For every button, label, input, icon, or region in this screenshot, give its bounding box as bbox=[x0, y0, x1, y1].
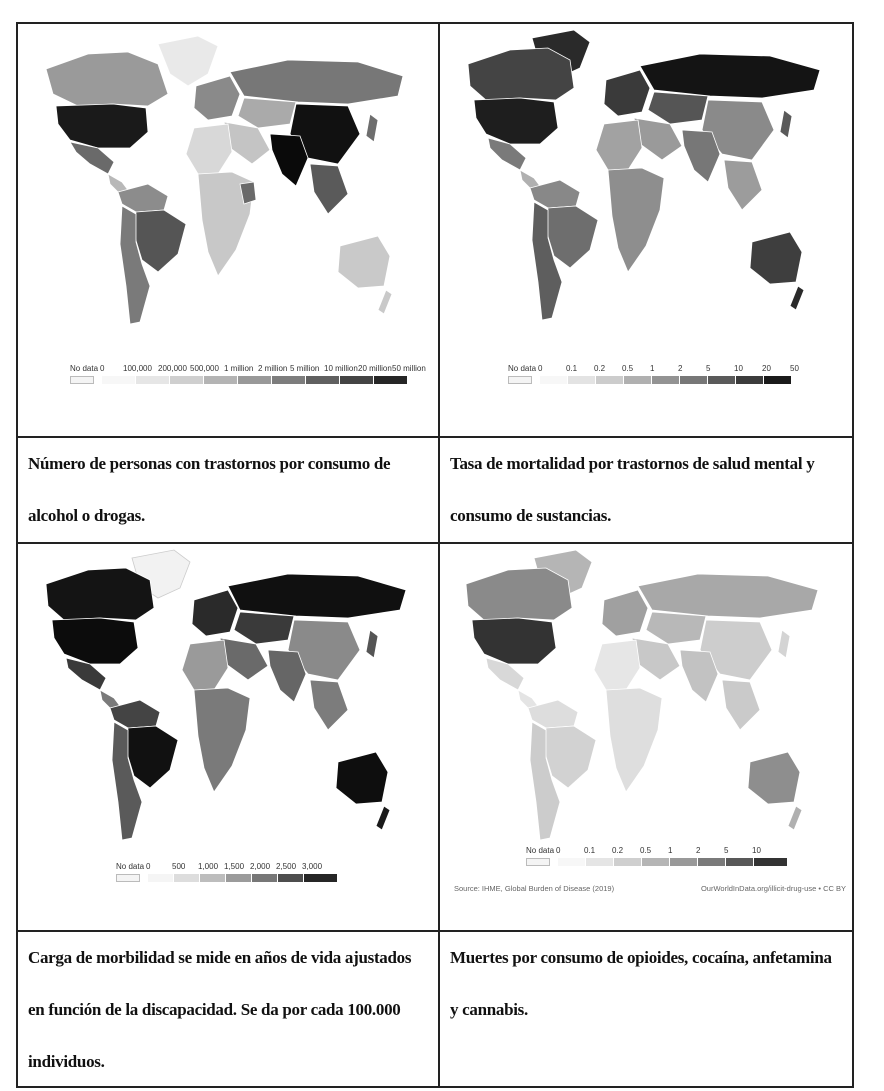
legend-swatch bbox=[652, 376, 680, 384]
legend-swatch bbox=[754, 858, 788, 866]
caption-map-4: Muertes por consumo de opioides, cocaína, anfetamina y cannabis. bbox=[450, 948, 832, 1019]
legend-tick: 200,000 bbox=[158, 364, 187, 373]
legend-swatch bbox=[670, 858, 698, 866]
legend-tick: 10 bbox=[752, 846, 761, 855]
canada bbox=[46, 568, 154, 620]
europe bbox=[194, 76, 240, 120]
central-asia bbox=[646, 612, 706, 644]
australia bbox=[748, 752, 800, 804]
legend-tick: 5 million bbox=[290, 364, 320, 373]
legend-tick: 10 bbox=[734, 364, 743, 373]
figure-table bbox=[16, 22, 854, 1088]
legend-tick: 50 million bbox=[392, 364, 426, 373]
legend-tick: 500,000 bbox=[190, 364, 219, 373]
world-map bbox=[18, 24, 438, 354]
legend-swatch bbox=[226, 874, 252, 882]
legend-tick: 50 bbox=[790, 364, 799, 373]
legend-swatch bbox=[148, 874, 174, 882]
legend-tick: 3,000 bbox=[302, 862, 323, 871]
legend-tick: 1 bbox=[668, 846, 673, 855]
legend-swatch bbox=[568, 376, 596, 384]
legend-tick: 0.1 bbox=[584, 846, 596, 855]
legend-swatch bbox=[680, 376, 708, 384]
legend bbox=[116, 862, 366, 884]
legend-tick: 500 bbox=[172, 862, 186, 871]
legend-tick: 0.2 bbox=[594, 364, 606, 373]
caption-map-1: Número de personas con trastornos por consumo de alcohol o drogas. bbox=[28, 454, 391, 525]
sub-saharan-africa bbox=[194, 688, 250, 792]
caption-map-3: Carga de morbilidad se mide en años de vida ajustados en función de la discapacidad. Se da por cada 100.000 individuos. bbox=[28, 948, 412, 1071]
caption-map-2: Tasa de mortalidad por trastornos de salud mental y consumo de sustancias. bbox=[450, 454, 815, 525]
russia bbox=[640, 54, 820, 98]
legend-tick: 0.5 bbox=[640, 846, 652, 855]
sub-saharan-africa bbox=[608, 168, 664, 272]
legend-tick: 1 bbox=[650, 364, 655, 373]
credit-note: OurWorldInData.org/illicit-drug-use • CC BY bbox=[700, 884, 846, 893]
legend-swatch bbox=[272, 376, 306, 384]
japan bbox=[778, 630, 790, 658]
russia bbox=[638, 574, 818, 618]
legend-tick: 2 bbox=[696, 846, 701, 855]
southeast-asia bbox=[310, 680, 348, 730]
legend-swatch bbox=[614, 858, 642, 866]
australia bbox=[336, 752, 388, 804]
map-alcohol-drug-disorders bbox=[18, 24, 438, 436]
legend-tick: 0 bbox=[556, 846, 561, 855]
legend-swatch bbox=[708, 376, 736, 384]
legend-tick: 100,000 bbox=[123, 364, 152, 373]
central-america bbox=[520, 170, 540, 188]
legend-no-data-label: No data bbox=[526, 846, 555, 855]
central-asia bbox=[648, 92, 708, 124]
legend-tick: 5 bbox=[724, 846, 729, 855]
legend-swatch bbox=[624, 376, 652, 384]
russia bbox=[230, 60, 403, 104]
map-disease-burden-dalys bbox=[18, 544, 438, 930]
legend-swatch bbox=[278, 874, 304, 882]
legend-tick: 2 bbox=[678, 364, 683, 373]
legend-swatch bbox=[170, 376, 204, 384]
usa bbox=[474, 98, 558, 144]
legend-no-data-label: No data bbox=[70, 364, 99, 373]
legend-swatch bbox=[200, 874, 226, 882]
legend-no-data-label: No data bbox=[508, 364, 537, 373]
legend-swatch bbox=[204, 376, 238, 384]
usa bbox=[56, 104, 148, 148]
legend-no-data-swatch bbox=[116, 874, 140, 882]
central-america bbox=[100, 690, 120, 708]
australia bbox=[338, 236, 390, 288]
southeast-asia bbox=[310, 164, 348, 214]
legend-tick: 0 bbox=[538, 364, 543, 373]
legend-swatch bbox=[540, 376, 568, 384]
legend-swatch bbox=[642, 858, 670, 866]
india bbox=[682, 130, 720, 182]
india bbox=[268, 650, 306, 702]
legend-swatch bbox=[238, 376, 272, 384]
legend-swatch bbox=[596, 376, 624, 384]
middle-east bbox=[634, 118, 682, 160]
legend-tick: 1,500 bbox=[224, 862, 245, 871]
legend-tick: 20 bbox=[762, 364, 771, 373]
legend-swatch bbox=[726, 858, 754, 866]
legend-tick: 10 million bbox=[324, 364, 358, 373]
southeast-asia bbox=[724, 160, 762, 210]
india bbox=[680, 650, 718, 702]
legend bbox=[508, 364, 808, 386]
india bbox=[270, 134, 308, 186]
legend-tick: 0.5 bbox=[622, 364, 634, 373]
japan bbox=[366, 630, 378, 658]
japan bbox=[366, 114, 378, 142]
map-drug-use-deaths bbox=[440, 544, 852, 930]
legend-swatch bbox=[698, 858, 726, 866]
europe bbox=[192, 590, 238, 636]
legend-swatch bbox=[586, 858, 614, 866]
sub-saharan-africa bbox=[606, 688, 662, 792]
source-note: Source: IHME, Global Burden of Disease (2019) bbox=[454, 884, 615, 893]
legend-tick: 2,500 bbox=[276, 862, 297, 871]
legend-swatch bbox=[736, 376, 764, 384]
legend-swatch bbox=[340, 376, 374, 384]
legend-tick: 20 million bbox=[358, 364, 392, 373]
legend-no-data-swatch bbox=[508, 376, 532, 384]
central-asia bbox=[238, 98, 296, 128]
legend-tick: 0.1 bbox=[566, 364, 578, 373]
world-map bbox=[440, 544, 852, 844]
new-zealand bbox=[378, 290, 392, 314]
legend bbox=[526, 846, 786, 868]
legend-swatch bbox=[252, 874, 278, 882]
legend-swatch bbox=[102, 376, 136, 384]
central-america bbox=[108, 174, 128, 192]
legend-no-data-swatch bbox=[70, 376, 94, 384]
legend-tick: 5 bbox=[706, 364, 711, 373]
north-africa bbox=[186, 124, 232, 174]
central-asia bbox=[234, 612, 294, 644]
usa bbox=[52, 618, 138, 664]
world-map bbox=[18, 544, 438, 854]
legend-tick: 0.2 bbox=[612, 846, 624, 855]
middle-east bbox=[220, 638, 268, 680]
legend-tick: 1,000 bbox=[198, 862, 219, 871]
legend-swatch bbox=[306, 376, 340, 384]
legend-tick: 0 bbox=[100, 364, 105, 373]
canada bbox=[466, 568, 572, 620]
legend-swatch bbox=[174, 874, 200, 882]
north-africa bbox=[594, 640, 640, 690]
legend-swatch bbox=[136, 376, 170, 384]
greenland bbox=[158, 36, 218, 86]
world-map bbox=[440, 24, 852, 354]
legend-swatch bbox=[304, 874, 338, 882]
legend-tick: 2 million bbox=[258, 364, 288, 373]
legend-tick: 1 million bbox=[224, 364, 254, 373]
map-mental-health-mortality bbox=[440, 24, 852, 436]
central-america bbox=[518, 690, 538, 708]
europe bbox=[604, 70, 650, 116]
north-africa bbox=[596, 120, 642, 170]
middle-east bbox=[632, 638, 680, 680]
canada bbox=[468, 48, 574, 100]
southeast-asia bbox=[722, 680, 760, 730]
new-zealand bbox=[790, 286, 804, 310]
north-africa bbox=[182, 640, 228, 690]
australia bbox=[750, 232, 802, 284]
japan bbox=[780, 110, 792, 138]
legend bbox=[70, 364, 426, 386]
legend-no-data-label: No data bbox=[116, 862, 145, 871]
legend-tick: 0 bbox=[146, 862, 151, 871]
usa bbox=[472, 618, 556, 664]
legend-no-data-swatch bbox=[526, 858, 550, 866]
canada bbox=[46, 52, 168, 106]
europe bbox=[602, 590, 648, 636]
legend-swatch bbox=[558, 858, 586, 866]
legend-tick: 2,000 bbox=[250, 862, 271, 871]
new-zealand bbox=[376, 806, 390, 830]
new-zealand bbox=[788, 806, 802, 830]
russia bbox=[228, 574, 406, 618]
legend-swatch bbox=[374, 376, 408, 384]
legend-swatch bbox=[764, 376, 792, 384]
